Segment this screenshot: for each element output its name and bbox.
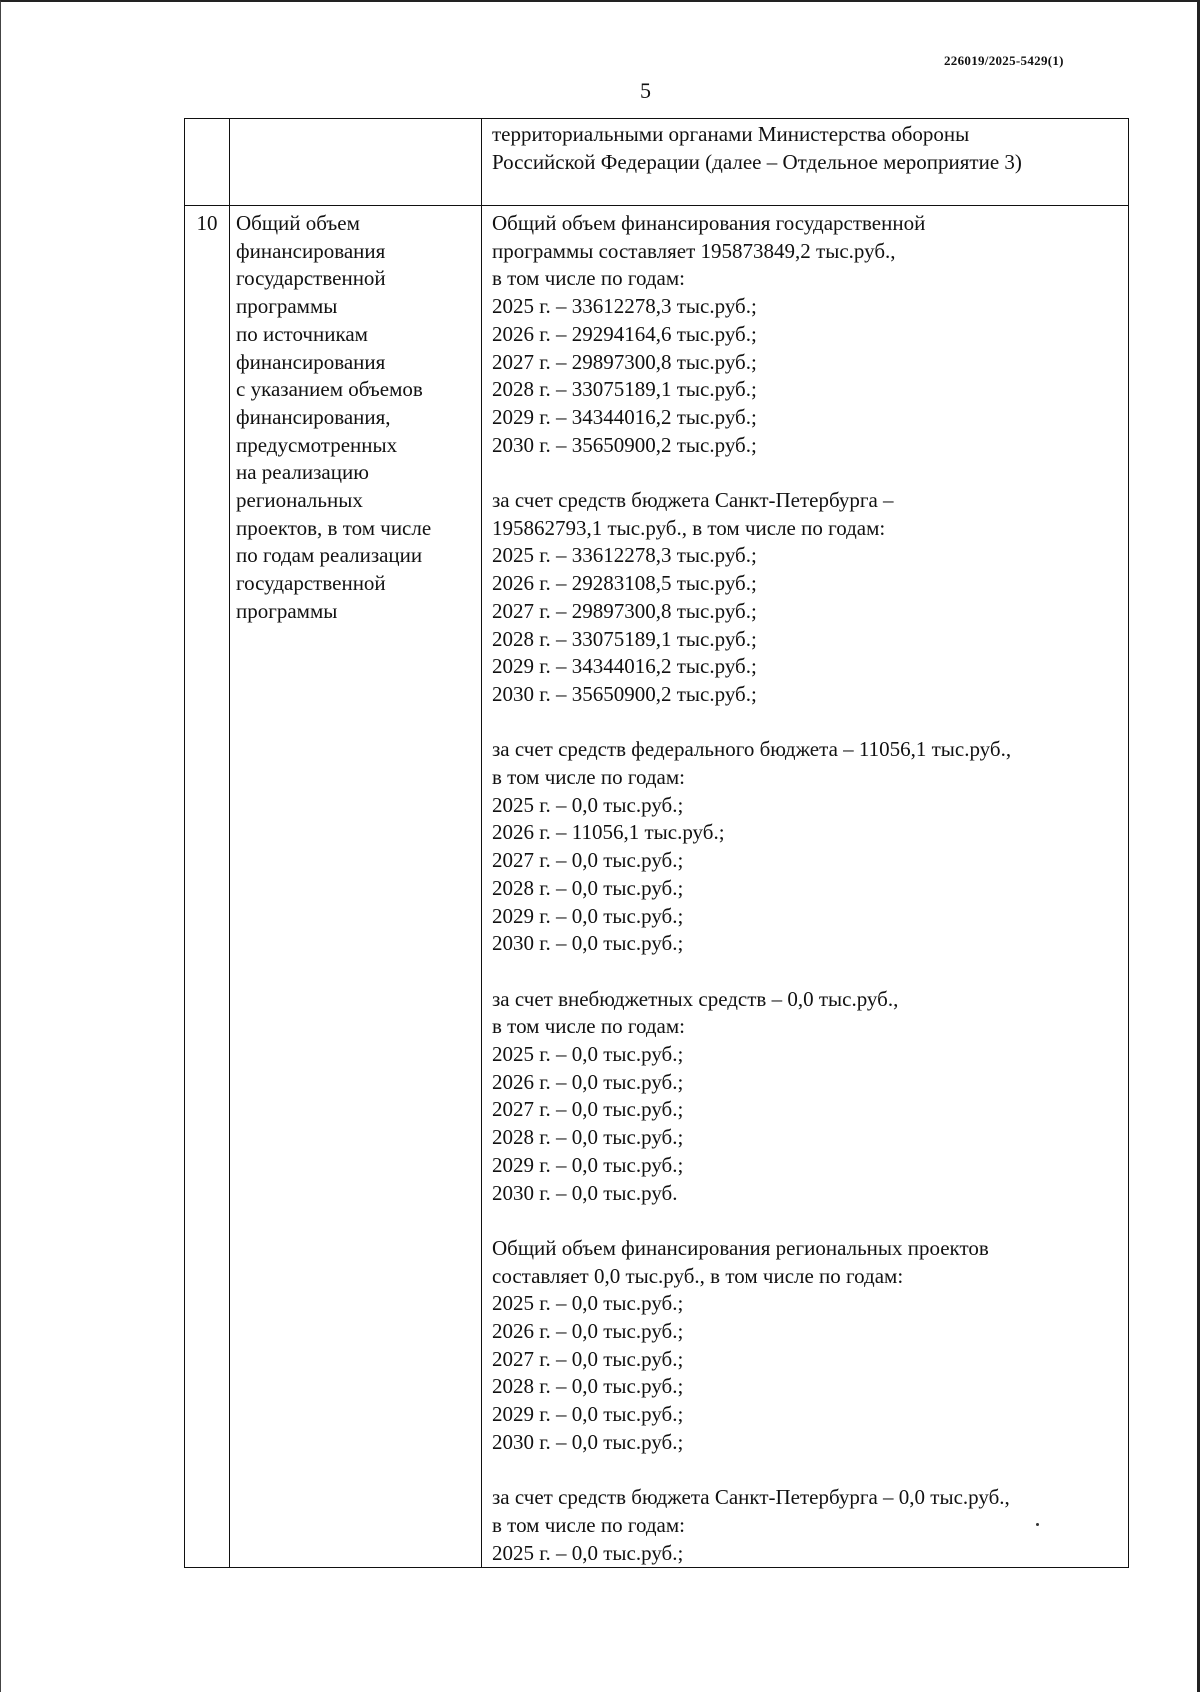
text-line: по источникам [236, 321, 368, 346]
text-line: 2025 г. – 33612278,3 тыс.руб.; [492, 294, 757, 319]
text-line: 2025 г. – 0,0 тыс.руб.; [492, 1291, 684, 1316]
text-line: 2030 г. – 0,0 тыс.руб.; [492, 931, 684, 956]
text-line: финансирования [236, 238, 386, 263]
text-line: по годам реализации [236, 543, 423, 568]
text-line: программы [236, 294, 338, 319]
text-line: проектов, в том числе [236, 515, 432, 540]
text-line: предусмотренных [236, 432, 398, 457]
text-line: 2025 г. – 33612278,3 тыс.руб.; [492, 543, 757, 568]
row-value-cell [482, 119, 1129, 206]
text-line: за счет средств федерального бюджета – 11056,1 тыс.руб., [492, 737, 1012, 762]
regional-projects-block [492, 1235, 1122, 1457]
text-line: 2029 г. – 0,0 тыс.руб.; [492, 1152, 684, 1177]
text-line: 2028 г. – 33075189,1 тыс.руб.; [492, 377, 757, 402]
text-line: за счет средств бюджета Санкт-Петербурга – [492, 488, 894, 513]
text-line: в том числе по годам: [492, 1014, 685, 1039]
page-number: 5 [640, 78, 651, 103]
text-line: 2026 г. – 29294164,6 тыс.руб.; [492, 321, 757, 346]
text-line: 2028 г. – 0,0 тыс.руб.; [492, 1125, 684, 1150]
text-line: 2026 г. – 0,0 тыс.руб.; [492, 1069, 684, 1094]
text-line: 2027 г. – 0,0 тыс.руб.; [492, 1346, 684, 1371]
text-line: 2027 г. – 0,0 тыс.руб.; [492, 848, 684, 873]
text-line: Общий объем [236, 211, 360, 235]
text-line: 2029 г. – 0,0 тыс.руб.; [492, 1402, 684, 1427]
regional-spb-budget-block [492, 1484, 1122, 1567]
document-registration-number: 226019/2025-5429(1) [944, 53, 1064, 68]
text-line: с указанием объемов [236, 377, 423, 402]
text-line: 2029 г. – 34344016,2 тыс.руб.; [492, 404, 757, 429]
text-line: программы [236, 598, 338, 623]
text-line: в том числе по годам: [492, 1512, 685, 1537]
text-line: 2028 г. – 0,0 тыс.руб.; [492, 875, 684, 900]
scan-speck [1036, 1523, 1039, 1526]
row-name-cell [230, 119, 482, 206]
row-value-cell [482, 206, 1129, 1568]
text-line: финансирования [236, 349, 386, 374]
text-line: Российской Федерации (далее – Отдельное мероприятие 3) [492, 149, 1022, 174]
text-line: 2027 г. – 0,0 тыс.руб.; [492, 1097, 684, 1122]
text-line: Общий объем финансирования региональных проектов [492, 1235, 989, 1260]
text-line: государственной [236, 266, 386, 291]
text-line: программы составляет 195873849,2 тыс.руб., [492, 238, 896, 263]
text-line: Общий объем финансирования государственной [492, 211, 926, 235]
text-line: финансирования, [236, 404, 391, 429]
spb-budget-block [492, 487, 1122, 709]
text-line: 2029 г. – 34344016,2 тыс.руб.; [492, 654, 757, 679]
text-line: 2025 г. – 0,0 тыс.руб.; [492, 792, 684, 817]
row-number-cell: 10 [185, 206, 230, 1568]
text-line: 2030 г. – 0,0 тыс.руб.; [492, 1429, 684, 1454]
text-line: 2030 г. – 0,0 тыс.руб. [492, 1180, 678, 1205]
text-line: за счет средств бюджета Санкт-Петербурга – 0,0 тыс.руб., [492, 1485, 1010, 1510]
text-line: 2027 г. – 29897300,8 тыс.руб.; [492, 349, 757, 374]
text-line: 2030 г. – 35650900,2 тыс.руб.; [492, 681, 757, 706]
federal-budget-block [492, 736, 1122, 958]
text-line: 2026 г. – 29283108,5 тыс.руб.; [492, 571, 757, 596]
text-line: территориальными органами Министерства обороны [492, 122, 970, 146]
text-line: 2028 г. – 33075189,1 тыс.руб.; [492, 626, 757, 651]
program-passport-table [184, 118, 1129, 1568]
total-funding-block [492, 210, 1122, 459]
text-line: 2027 г. – 29897300,8 тыс.руб.; [492, 598, 757, 623]
table-row [185, 119, 1129, 206]
text-line: 2029 г. – 0,0 тыс.руб.; [492, 903, 684, 928]
text-line: государственной [236, 571, 386, 596]
text-line: 2026 г. – 11056,1 тыс.руб.; [492, 820, 725, 845]
table-row [185, 206, 1129, 1568]
text-line: 2025 г. – 0,0 тыс.руб.; [492, 1540, 684, 1565]
extrabudgetary-block [492, 986, 1122, 1208]
text-line: региональных [236, 488, 363, 513]
text-line: 2025 г. – 0,0 тыс.руб.; [492, 1042, 684, 1067]
text-line: на реализацию [236, 460, 369, 485]
text-line: 2030 г. – 35650900,2 тыс.руб.; [492, 432, 757, 457]
text-line: за счет внебюджетных средств – 0,0 тыс.руб., [492, 986, 899, 1011]
text-line: в том числе по годам: [492, 266, 685, 291]
text-line: в том числе по годам: [492, 765, 685, 790]
row-name-cell [230, 206, 482, 1568]
text-line: 195862793,1 тыс.руб., в том числе по годам: [492, 515, 886, 540]
text-line: составляет 0,0 тыс.руб., в том числе по годам: [492, 1263, 904, 1288]
text-line: 2026 г. – 0,0 тыс.руб.; [492, 1319, 684, 1344]
text-line: 2028 г. – 0,0 тыс.руб.; [492, 1374, 684, 1399]
row-number-cell [185, 119, 230, 206]
